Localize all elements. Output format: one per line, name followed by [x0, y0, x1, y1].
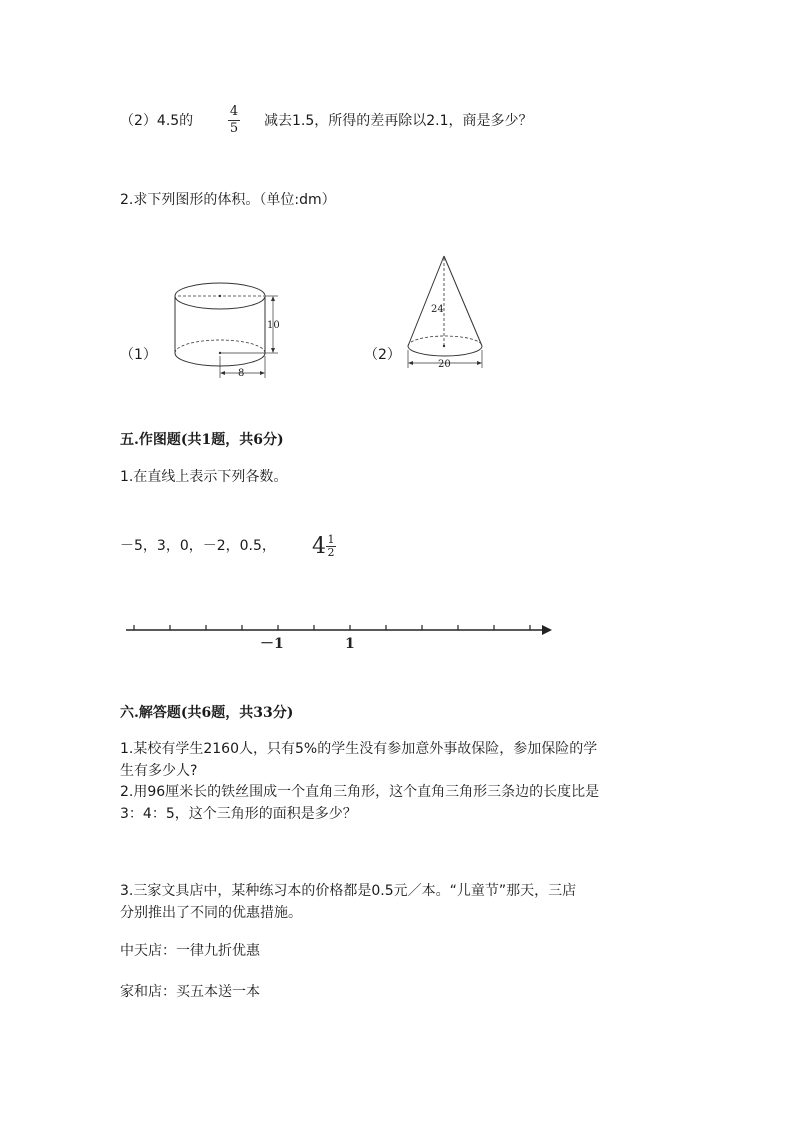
mixed-number-fraction: [326, 534, 336, 559]
mixed-number: [312, 534, 342, 564]
mixed-number-numerator: 1: [327, 533, 335, 546]
number-line: [120, 616, 560, 656]
section-6-q3-line-2: 分别推出了不同的优惠措施。: [120, 905, 302, 921]
section-6-q3-line-1: 3.三家文具店中，某种练习本的价格都是0.5元／本。“儿童节”那天，三店: [120, 883, 577, 899]
section-6-q2-line-1: 2.用96厘米长的铁丝围成一个直角三角形，这个直角三角形三条边的长度比是: [120, 784, 600, 800]
section-5-question-1: 1.在直线上表示下列各数。: [120, 469, 288, 485]
fraction-numerator: 4: [229, 104, 239, 119]
section-6-heading: 六.解答题(共6题，共33分): [120, 705, 294, 721]
figure-2-label: （2）: [364, 347, 401, 363]
section-5-heading: 五.作图题(共1题，共6分): [120, 432, 284, 448]
axis-label-negative-one: －1: [260, 636, 284, 652]
cone-diameter-label: 20: [438, 359, 451, 370]
q2-suffix: 减去1.5，所得的差再除以2.1，商是多少？: [264, 113, 533, 129]
fraction-four-fifths: [226, 105, 242, 136]
cone-height-label: 24: [431, 304, 444, 315]
section-6-q2-line-2: 3：4：5，这个三角形的面积是多少？: [120, 806, 357, 822]
number-line-arrow-icon: [542, 625, 552, 635]
mixed-number-denominator: 2: [327, 546, 335, 559]
fraction-denominator: 5: [229, 121, 239, 136]
figure-1-label: （1）: [120, 347, 157, 363]
cylinder-height-label: 10: [267, 320, 280, 331]
q2-prefix: （2）4.5的: [120, 113, 194, 129]
numbers-list: －5，3，0，－2，0.5，: [120, 538, 276, 554]
cylinder-figure: [168, 278, 288, 380]
section-6-q1-line-1: 1.某校有学生2160人，只有5%的学生没有参加意外事故保险，参加保险的学: [120, 741, 598, 757]
cone-figure: [400, 250, 490, 372]
store-offer-1: 中天店：一律九折优惠: [120, 943, 260, 959]
section-6-q1-line-2: 生有多少人?: [120, 763, 198, 779]
mixed-number-whole: 4: [312, 534, 326, 559]
volume-problem-title: 2.求下列图形的体积。（单位:dm）: [120, 192, 336, 208]
axis-label-positive-one: 1: [345, 636, 355, 652]
store-offer-2: 家和店：买五本送一本: [120, 984, 260, 1000]
cylinder-radius-label: 8: [238, 368, 245, 379]
